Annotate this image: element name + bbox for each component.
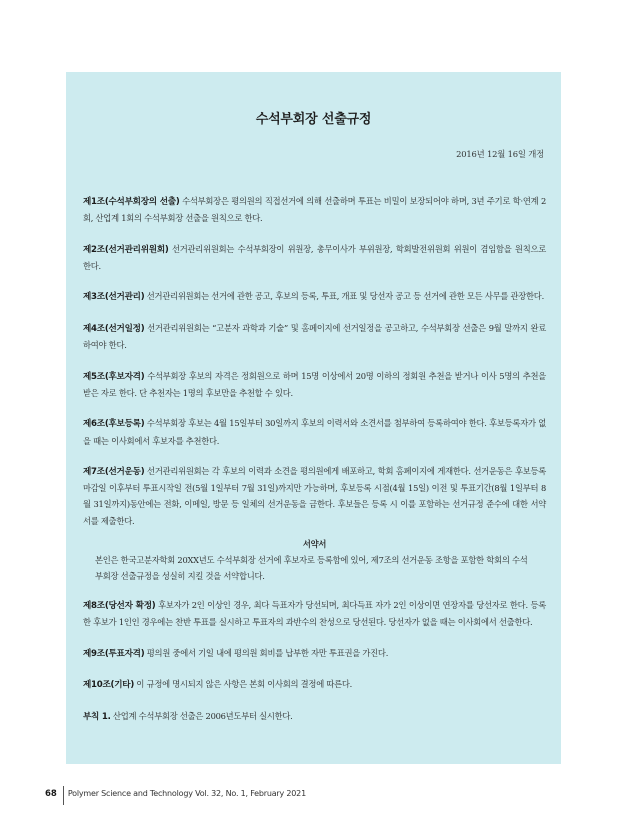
pledge-title: 서약서 (302, 538, 327, 549)
article-4 (83, 320, 546, 353)
article-6 (83, 415, 546, 448)
article-heading: 제1조(수석부회장의 선출) (83, 197, 180, 207)
journal-citation: Polymer Science and Technology Vol. 32, No. 1, February 2021 (67, 789, 306, 798)
article-heading: 부칙 1. (83, 711, 111, 722)
footer-divider (63, 786, 64, 805)
article-10 (83, 676, 546, 693)
article-heading: 제3조(선거관리) (83, 292, 145, 303)
article-text: 수석부회장 후보의 자격은 정회원으로 하며 15명 이상에서 20명 이하의 정회원 추천을 받거나 이사 5명의 추천을 받은 자로 한다. 단 추천자는 1명의 후보만을 추천할 수 있다. (83, 370, 546, 398)
article-text: 선거관리위원회는 “고분자 과학과 기술” 및 홈페이지에 선거일정을 공고하고, 수석부회장 선출은 9월 말까지 완료하여야 한다. (83, 322, 546, 351)
revision-date: 2016년 12월 16일 개정 (456, 149, 544, 159)
article-7 (83, 463, 546, 529)
article-2 (83, 241, 546, 274)
article-text: 평의원 중에서 기일 내에 평의원 회비를 납부한 자만 투표권을 가진다. (144, 647, 389, 658)
supplementary-provision (83, 708, 546, 725)
article-text: 선거관리위원회는 선거에 관한 공고, 후보의 등록, 투표, 개표 및 당선자 공고 등 선거에 관한 모든 사무를 관장한다. (144, 291, 544, 302)
regulation-body (83, 193, 546, 739)
article-1 (83, 193, 546, 226)
article-heading: 제10조(기타) (83, 680, 135, 691)
article-heading: 제2조(선거관리위원회) (83, 244, 169, 255)
article-heading: 제9조(투표자격) (83, 648, 145, 659)
article-text: 산업계 수석부회장 선출은 2006년도부터 실시한다. (110, 710, 293, 721)
article-text: 선거관리위원회는 각 후보의 이력과 소견을 평의원에게 배포하고, 학회 홈페이지에 게재한다. 선거운동은 후보등록 마감일 이후부터 투표시작일 전(5월 1일부터 7월 31일)까지만 가능하며, 후보등록 시점(4월 15일) 이전 및 투표기간(8월 1일부터 8월 31일까지)동안에는 전화, 이메일, 방문 등 일체의 선거운동을 금한다. 후보들은 등록 시 이를 포함하는 선거규정 준수에 대한 서약서를 제출한다. (83, 466, 546, 526)
article-heading: 제7조(선거운동) (83, 467, 145, 478)
article-heading: 제8조(당선자 확정) (83, 600, 156, 611)
article-9 (83, 645, 546, 662)
pledge-text: 본인은 한국고분자학회 20XX년도 수석부회장 선거에 후보자로 등록함에 있어, 제7조의 선거운동 조항을 포함한 학회의 수석부회장 선출규정을 성실히 지킬 것을 서약합니다. (95, 554, 528, 582)
page-footer (45, 784, 306, 803)
page-number: 68 (45, 789, 57, 799)
article-3 (83, 288, 546, 305)
article-8 (83, 597, 546, 630)
article-text: 수석부회장은 평의원의 직접선거에 의해 선출하며 투표는 비밀이 보장되어야 하며, 3년 주기로 학·연계 2회, 산업계 1회의 수석부회장 선출을 원칙으로 한다. (83, 196, 547, 224)
article-5 (83, 368, 546, 401)
article-heading: 제4조(선거일정) (83, 323, 145, 334)
article-text: 수석부회장 후보는 4월 15일부터 30일까지 후보의 이력서와 소견서를 첨부하여 등록하여야 한다. 후보등록자가 없을 때는 이사회에서 후보자를 추천한다. (83, 418, 546, 446)
regulation-panel (66, 72, 561, 764)
article-heading: 제6조(후보등록) (83, 419, 145, 430)
article-heading: 제5조(후보자격) (83, 371, 145, 382)
pledge-block (83, 537, 546, 584)
article-text: 이 규정에 명시되지 않은 사항은 본회 이사회의 결정에 따른다. (134, 679, 353, 690)
document-title: 수석부회장 선출규정 (255, 112, 372, 127)
article-text: 후보자가 2인 이상인 경우, 최다 득표자가 당선되며, 최다득표 자가 2인 이상이면 연장자를 당선자로 한다. 등록한 후보가 1인인 경우에는 찬반 투표를 실시하고 투표자의 과반수의 찬성으로 당선된다. 당선자가 없을 때는 이사회에서 선출한다. (83, 599, 546, 628)
article-text: 선거관리위원회는 수석부회장이 위원장, 총무이사가 부위원장, 학회발전위원회 위원이 겸임함을 원칙으로 한다. (83, 243, 546, 271)
